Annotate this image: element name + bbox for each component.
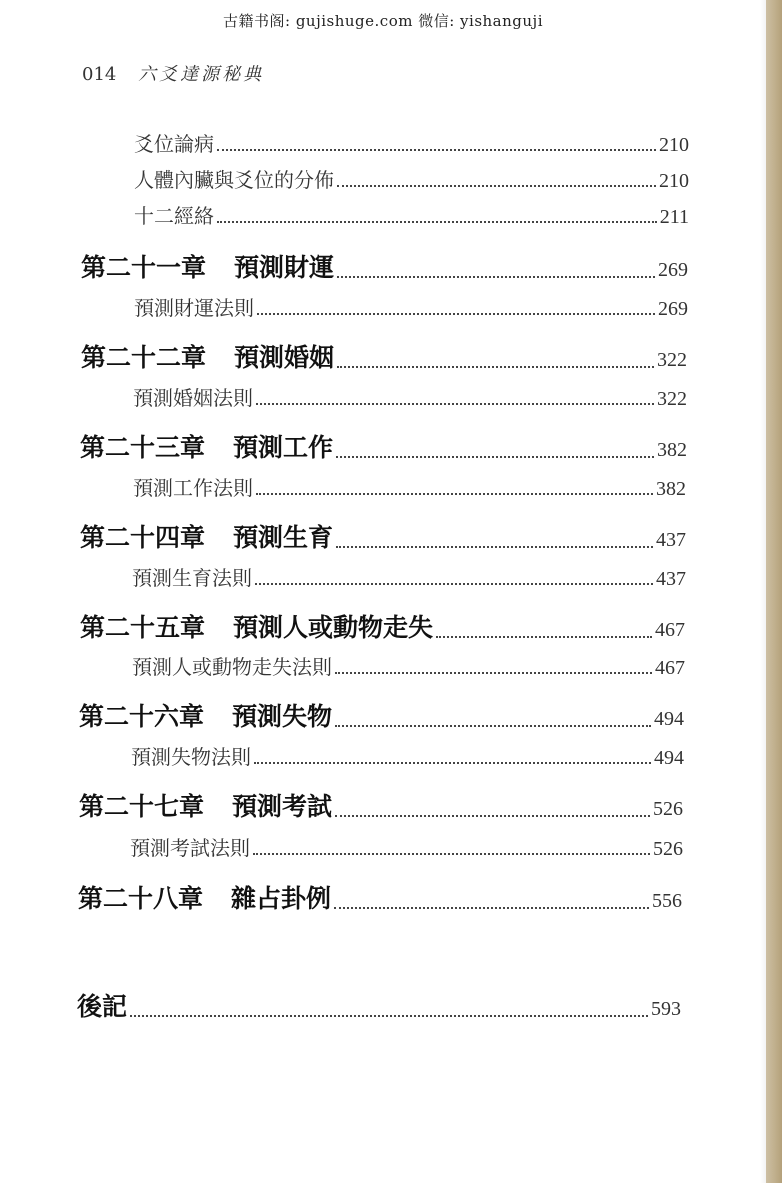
- chapter-title: 預測人或動物走失: [233, 613, 434, 642]
- toc-chapter-label: [80, 518, 333, 554]
- afterword-label: 後記: [77, 992, 128, 1021]
- page-edge: [766, 0, 782, 1183]
- chapter-title: 雜占卦例: [231, 884, 332, 913]
- toc-entry-sub[interactable]: [134, 200, 689, 229]
- toc-entry-page: 322: [657, 388, 687, 410]
- dot-leader: [335, 725, 651, 727]
- toc-entry-chapter[interactable]: [79, 697, 684, 733]
- book-title: 六爻達源秘典: [138, 64, 265, 85]
- dot-leader: [337, 185, 656, 187]
- toc-entry-sub[interactable]: [132, 562, 686, 591]
- toc-chapter-label: [79, 787, 332, 823]
- toc-entry-chapter[interactable]: [80, 608, 685, 644]
- chapter-number: 第二十六章: [79, 702, 205, 731]
- dot-leader: [335, 672, 652, 674]
- toc-entry-chapter[interactable]: [78, 879, 682, 915]
- toc-entry-sub[interactable]: [133, 382, 687, 411]
- dot-leader: [336, 456, 654, 458]
- chapter-number: 第二十八章: [78, 884, 204, 913]
- toc-chapter-label: [81, 248, 334, 284]
- chapter-title: 預測婚姻: [234, 343, 335, 372]
- chapter-number: 第二十五章: [80, 613, 206, 642]
- toc-entry-page: 382: [656, 478, 686, 500]
- dot-leader: [336, 546, 653, 548]
- chapter-number: 第二十七章: [79, 792, 205, 821]
- dot-leader: [334, 907, 649, 909]
- chapter-title: 預測考試: [232, 792, 333, 821]
- toc-entry-page: 322: [657, 349, 687, 371]
- dot-leader: [337, 366, 654, 368]
- toc-entry-sub[interactable]: [131, 741, 684, 770]
- toc-entry-page: 467: [655, 657, 685, 679]
- chapter-title: 預測生育: [233, 523, 334, 552]
- toc-entry-page: 467: [655, 619, 685, 641]
- toc-chapter-label: [78, 879, 331, 915]
- toc-entry-sub[interactable]: [134, 128, 689, 157]
- toc-entry-sub[interactable]: [134, 164, 689, 193]
- toc-entry-label: 十二經絡: [134, 204, 214, 228]
- toc-entry-sub[interactable]: [132, 651, 685, 680]
- toc-entry-page: 494: [654, 747, 684, 769]
- dot-leader: [337, 276, 655, 278]
- toc-entry-sub[interactable]: [133, 472, 686, 501]
- chapter-number: 第二十一章: [81, 253, 207, 282]
- toc-chapter-label: [81, 338, 334, 374]
- toc-entry-page: 526: [653, 798, 683, 820]
- toc-entry-page: 210: [659, 134, 689, 156]
- watermark-text: 古籍书阁: gujishuge.com 微信: yishanguji: [223, 12, 543, 30]
- toc-entry-label: 預測婚姻法則: [133, 386, 253, 410]
- chapter-number: 第二十三章: [80, 433, 206, 462]
- dot-leader: [217, 221, 657, 223]
- dot-leader: [257, 313, 655, 315]
- dot-leader: [256, 493, 653, 495]
- toc-entry-label: 預測失物法則: [131, 745, 251, 769]
- toc-entry-sub[interactable]: [130, 832, 683, 861]
- dot-leader: [217, 149, 656, 151]
- toc-entry-sub[interactable]: [134, 292, 688, 321]
- chapter-number: 第二十四章: [80, 523, 206, 552]
- toc-entry-page: 211: [659, 206, 689, 228]
- toc-entry-page: 382: [657, 439, 687, 461]
- chapter-title: 預測工作: [233, 433, 334, 462]
- dot-leader: [254, 762, 651, 764]
- toc-entry-label: 預測工作法則: [133, 476, 253, 500]
- chapter-title: 預測失物: [232, 702, 333, 731]
- toc-entry-label: 預測人或動物走失法則: [132, 655, 332, 679]
- page-number: 014: [82, 64, 117, 85]
- toc-entry-label: 預測生育法則: [132, 566, 252, 590]
- toc-entry-page: 269: [658, 298, 688, 320]
- toc-entry-chapter[interactable]: [81, 248, 688, 284]
- toc-entry-chapter[interactable]: [80, 428, 687, 464]
- toc-entry-chapter[interactable]: [79, 787, 683, 823]
- dot-leader: [130, 1015, 648, 1017]
- toc-entry-label: 預測考試法則: [130, 836, 250, 860]
- dot-leader: [335, 815, 650, 817]
- toc-entry-page: 437: [656, 529, 686, 551]
- toc-entry-page: 494: [654, 708, 684, 730]
- toc-entry-label: 預測財運法則: [134, 296, 254, 320]
- dot-leader: [253, 853, 650, 855]
- toc-entry-page: 556: [652, 890, 682, 912]
- toc-chapter-label: [80, 608, 433, 644]
- toc-entry-page: 269: [658, 259, 688, 281]
- toc-entry-chapter[interactable]: [80, 518, 686, 554]
- toc-entry-label: 人體內臟與爻位的分佈: [134, 168, 334, 192]
- toc-entry-page: 210: [659, 170, 689, 192]
- toc-entry-chapter[interactable]: [81, 338, 687, 374]
- dot-leader: [255, 583, 653, 585]
- dot-leader: [256, 403, 654, 405]
- toc-entry-label: 爻位論病: [134, 132, 214, 156]
- toc-chapter-label: [80, 428, 333, 464]
- dot-leader: [436, 636, 652, 638]
- toc-entry-page: 526: [653, 838, 683, 860]
- chapter-title: 預測財運: [234, 253, 335, 282]
- toc-entry-page: 437: [656, 568, 686, 590]
- toc-entry-afterword[interactable]: [77, 987, 681, 1023]
- toc-chapter-label: [79, 697, 332, 733]
- toc-entry-page: 593: [651, 998, 681, 1020]
- chapter-number: 第二十二章: [81, 343, 207, 372]
